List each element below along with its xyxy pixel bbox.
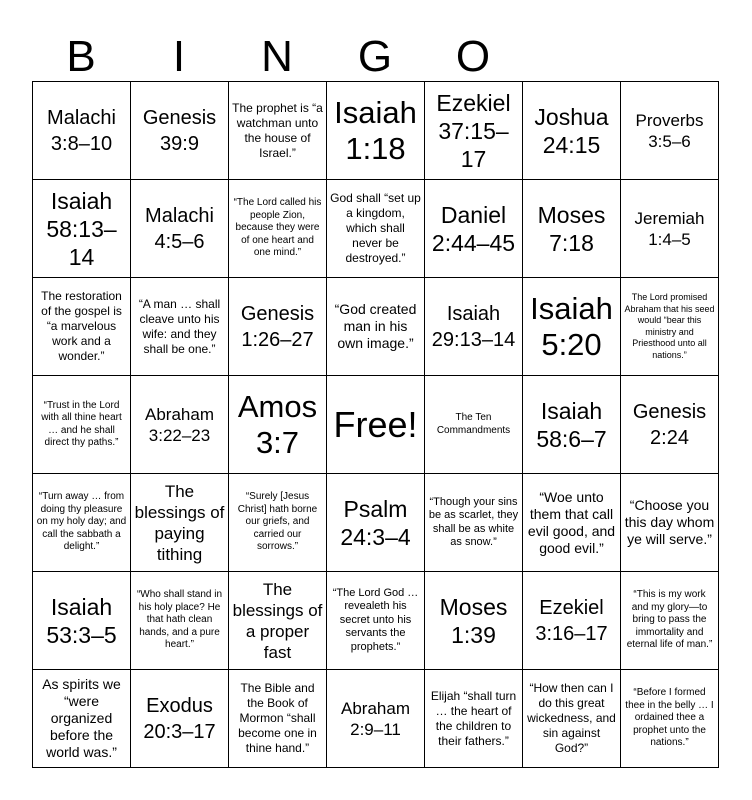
bingo-cell[interactable] — [229, 572, 327, 670]
bingo-cell[interactable] — [621, 180, 719, 278]
bingo-cell[interactable] — [327, 180, 425, 278]
bingo-cell[interactable] — [523, 474, 621, 572]
header-letter-g: G — [357, 32, 393, 81]
bingo-cell[interactable] — [621, 670, 719, 768]
bingo-cell[interactable] — [131, 376, 229, 474]
cell-text: Abraham 2:9–11 — [341, 698, 410, 739]
cell-text: Moses 1:39 — [439, 593, 508, 648]
bingo-grid — [32, 81, 719, 768]
bingo-cell[interactable] — [229, 278, 327, 376]
cell-text: As spirits we “were organized before the world was.” — [42, 676, 121, 760]
cell-text: “Trust in the Lord with all thine heart … and he shall direct thy paths.” — [41, 399, 122, 448]
bingo-cell[interactable] — [621, 572, 719, 670]
cell-text: Amos 3:7 — [237, 388, 318, 460]
cell-text: “Before I formed thee in the belly … I ordained thee a prophet unto the nations.” — [625, 687, 714, 749]
cell-text: “How then can I do this great wickedness, and sin against God?” — [527, 681, 616, 755]
cell-text: Exodus 20:3–17 — [143, 694, 216, 743]
header-letter-b: B — [66, 32, 96, 81]
cell-text: Genesis 1:26–27 — [240, 302, 315, 351]
bingo-cell[interactable] — [621, 82, 719, 180]
bingo-cell[interactable] — [425, 180, 523, 278]
cell-text: Isaiah 5:20 — [530, 290, 613, 362]
bingo-cell[interactable] — [131, 278, 229, 376]
cell-text: Isaiah 58:6–7 — [536, 397, 607, 452]
cell-text: Ezekiel 37:15–17 — [436, 89, 511, 172]
cell-text: Isaiah 53:3–5 — [46, 593, 117, 648]
bingo-cell[interactable] — [425, 670, 523, 768]
bingo-cell[interactable] — [523, 82, 621, 180]
bingo-cell[interactable] — [229, 376, 327, 474]
cell-text: Joshua 24:15 — [534, 103, 609, 158]
bingo-cell[interactable] — [425, 474, 523, 572]
cell-text: Genesis 39:9 — [142, 106, 217, 155]
bingo-cell[interactable] — [33, 82, 131, 180]
cell-text: Malachi 4:5–6 — [145, 204, 214, 253]
bingo-cell[interactable] — [131, 474, 229, 572]
free-space-label: Free! — [333, 403, 418, 445]
cell-text: “Choose you this day whom ye will serve.” — [624, 497, 715, 547]
cell-text: “Who shall stand in his holy place? He that hath clean hands, and a pure heart.” — [136, 589, 223, 651]
bingo-cell[interactable] — [131, 82, 229, 180]
bingo-cell[interactable] — [523, 670, 621, 768]
cell-text: Abraham 3:22–23 — [145, 404, 214, 445]
cell-text: Moses 7:18 — [537, 201, 606, 256]
bingo-cell[interactable] — [425, 82, 523, 180]
cell-text: Proverbs 3:5–6 — [635, 110, 704, 151]
cell-text: Daniel 2:44–45 — [431, 201, 516, 256]
bingo-cell[interactable] — [131, 670, 229, 768]
bingo-cell[interactable] — [425, 572, 523, 670]
cell-text: Malachi 3:8–10 — [47, 106, 116, 155]
cell-text: Isaiah 29:13–14 — [431, 302, 516, 351]
bingo-cell[interactable] — [327, 572, 425, 670]
bingo-cell[interactable] — [523, 278, 621, 376]
header-letter-i: I — [172, 32, 186, 81]
cell-text: “Surely [Jesus Christ] hath borne our griefs, and carried our sorrows.” — [237, 491, 318, 553]
bingo-cell[interactable] — [327, 670, 425, 768]
cell-text: Ezekiel 3:16–17 — [535, 596, 608, 645]
cell-text: Elijah “shall turn … the heart of the children to their fathers.” — [430, 688, 517, 748]
cell-text: The restoration of the gospel is “a marvelous work and a wonder.” — [41, 289, 122, 363]
cell-text: “Turn away … from doing thy pleasure on my holy day; and call the sabbath a delight.” — [36, 491, 127, 553]
bingo-cell[interactable] — [229, 180, 327, 278]
cell-text: Isaiah 1:18 — [334, 94, 417, 166]
cell-text: Isaiah 58:13–14 — [46, 187, 117, 270]
cell-text: Genesis 2:24 — [632, 400, 707, 449]
cell-text: Psalm 24:3–4 — [340, 495, 411, 550]
cell-text: “God created man in his own image.” — [334, 301, 417, 351]
bingo-cell[interactable] — [523, 376, 621, 474]
cell-text: The Bible and the Book of Mormon “shall become one in thine hand.” — [238, 681, 317, 755]
bingo-cell[interactable] — [33, 670, 131, 768]
cell-text: “This is my work and my glory—to bring to pass the immortality and eternal life of man.” — [626, 589, 713, 651]
cell-text: The Lord promised Abraham that his seed would “bear this ministry and Priesthood unto all nations.” — [624, 292, 715, 360]
cell-text: God shall “set up a kingdom, which shall never be destroyed.” — [330, 191, 421, 265]
bingo-cell[interactable] — [425, 278, 523, 376]
header-letter-n: N — [261, 32, 293, 81]
bingo-cell[interactable] — [33, 474, 131, 572]
cell-text: The blessings of a proper fast — [232, 579, 323, 662]
bingo-cell[interactable] — [33, 376, 131, 474]
bingo-cell[interactable] — [33, 278, 131, 376]
bingo-cell[interactable] — [621, 474, 719, 572]
bingo-cell[interactable] — [131, 180, 229, 278]
cell-text: The blessings of paying tithing — [134, 481, 225, 564]
bingo-cell[interactable] — [33, 572, 131, 670]
cell-text: Jeremiah 1:4–5 — [634, 208, 705, 249]
bingo-cell[interactable] — [523, 180, 621, 278]
cell-text: “A man … shall cleave unto his wife: and they shall be one.” — [138, 296, 221, 356]
cell-text: “Woe unto them that call evil good, and good evil.” — [527, 488, 616, 556]
free-space-cell[interactable] — [327, 376, 425, 474]
cell-text: The Ten Commandments — [436, 412, 511, 436]
bingo-header — [32, 30, 718, 82]
bingo-cell[interactable] — [229, 670, 327, 768]
bingo-cell[interactable] — [523, 572, 621, 670]
header-letter-o: O — [455, 32, 491, 81]
cell-text: The prophet is “a watchman unto the house of Israel.” — [232, 100, 323, 160]
bingo-cell[interactable] — [229, 82, 327, 180]
bingo-cell[interactable] — [33, 180, 131, 278]
bingo-cell[interactable] — [131, 572, 229, 670]
bingo-cell[interactable] — [621, 278, 719, 376]
cell-text: “The Lord called his people Zion, because they were of one heart and one mind.” — [233, 197, 322, 259]
bingo-cell[interactable] — [327, 278, 425, 376]
cell-text: “The Lord God … revealeth his secret unto his servants the prophets.” — [332, 586, 419, 653]
bingo-cell[interactable] — [327, 82, 425, 180]
bingo-cell[interactable] — [327, 474, 425, 572]
bingo-cell[interactable] — [425, 376, 523, 474]
bingo-cell[interactable] — [229, 474, 327, 572]
bingo-cell[interactable] — [621, 376, 719, 474]
cell-text: “Though your sins be as scarlet, they shall be as white as snow.” — [428, 495, 519, 548]
